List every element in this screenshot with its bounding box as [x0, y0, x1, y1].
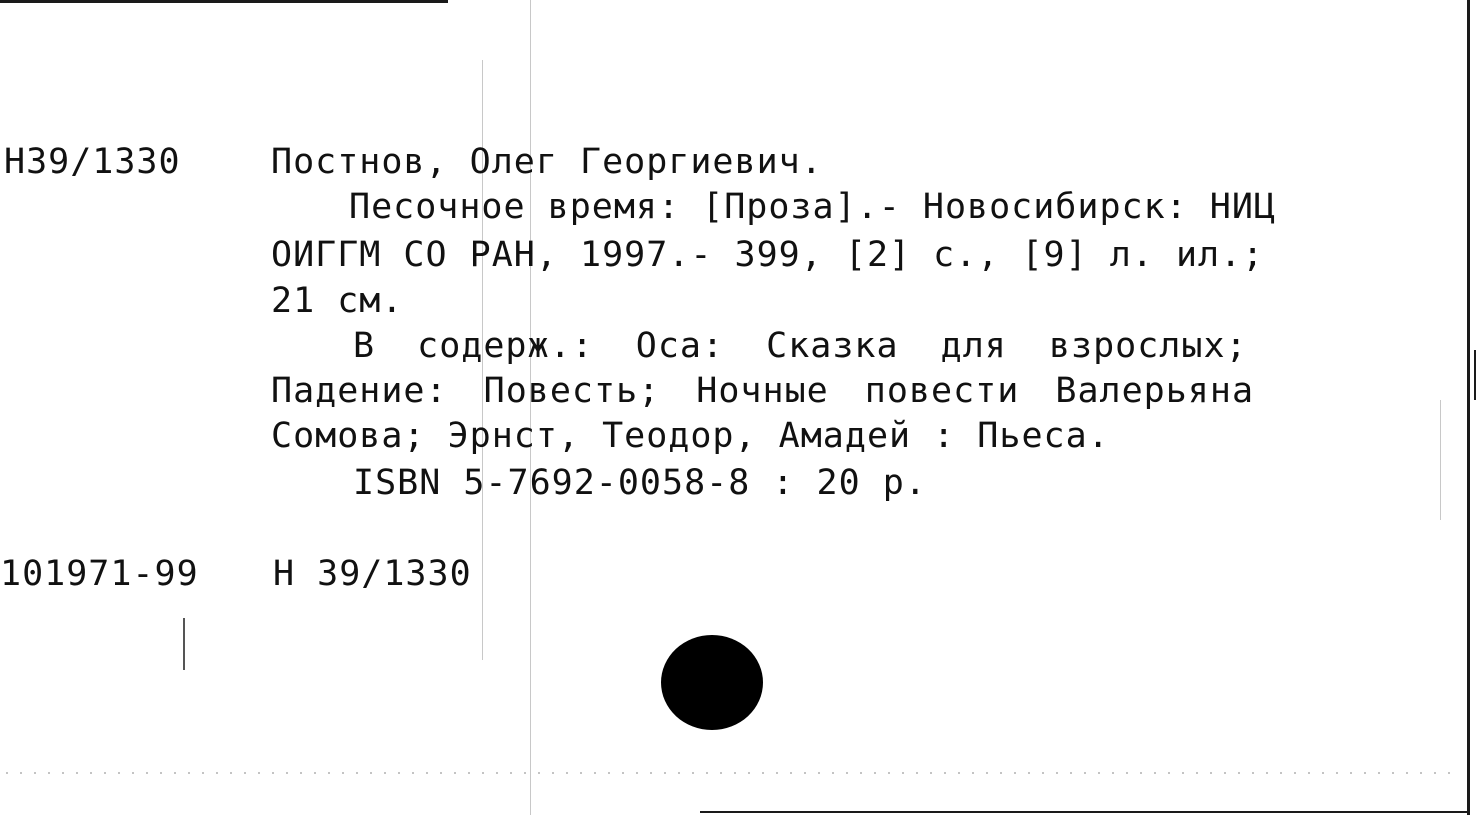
scan-edge-bottom: [700, 811, 1470, 813]
dimensions: 21 см.: [271, 281, 404, 321]
isbn-price: ISBN 5-7692-0058-8 : 20 р.: [353, 463, 927, 503]
pencil-mark: [183, 618, 185, 670]
scan-edge-top: [0, 0, 448, 3]
publication-details: ОИГГМ СО РАН, 1997.- 399, [2] с., [9] л. ил.;: [271, 235, 1265, 275]
scan-noise-dots: [0, 772, 1460, 774]
scan-fold-line: [1440, 400, 1441, 520]
contents-note: В содерж.: Оса: Сказка для взрослых;: [353, 326, 1248, 366]
inventory-number: 101971-99: [0, 554, 199, 594]
scan-edge-right-mark: [1474, 350, 1476, 400]
contents-note-continued: Падение: Повесть; Ночные повести Валерьяна: [271, 371, 1255, 411]
scan-edge-right: [1467, 0, 1470, 815]
author-heading: Постнов, Олег Георгиевич.: [271, 142, 823, 182]
contents-note-end: Сомова; Эрнст, Теодор, Амадей : Пьеса.: [271, 416, 1110, 456]
title-statement: Песочное время: [Проза].- Новосибирск: НИЦ: [349, 187, 1277, 227]
card-punch-hole: [661, 635, 763, 730]
shelf-number: Н 39/1330: [273, 554, 472, 594]
call-number: Н39/1330: [4, 142, 181, 182]
